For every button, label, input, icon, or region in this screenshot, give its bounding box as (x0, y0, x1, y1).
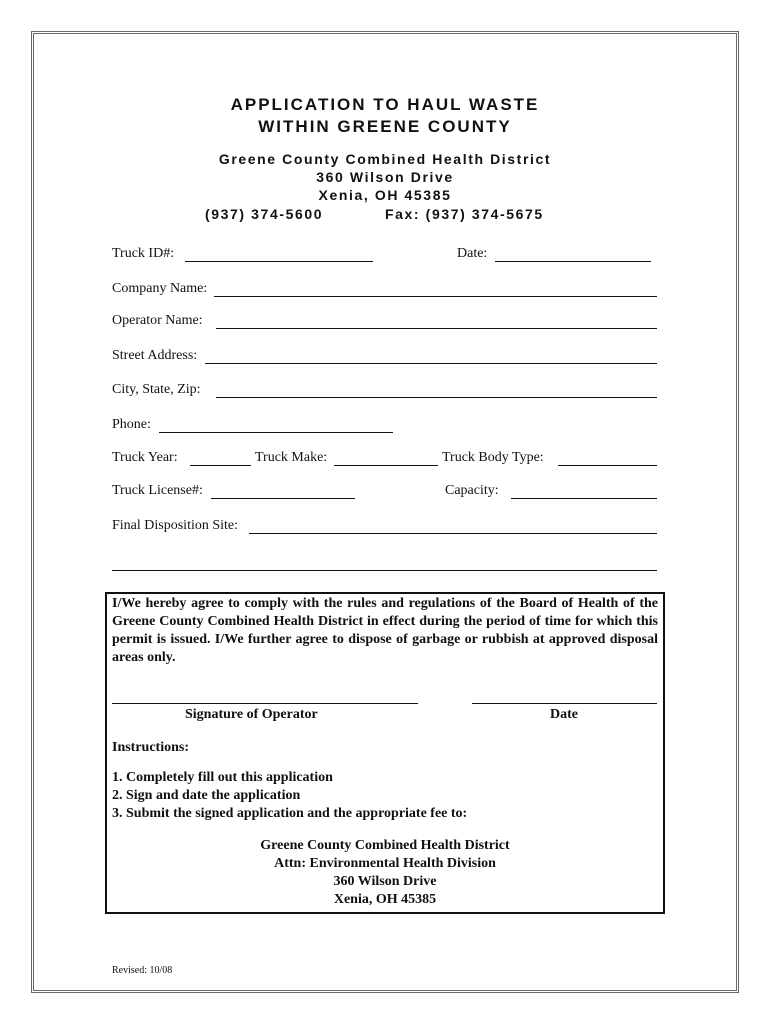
mail-to-street: 360 Wilson Drive (333, 874, 437, 889)
form-title-line-2: WITHIN GREENE COUNTY (258, 117, 512, 136)
agreement-text: I/We hereby agree to comply with the rules and regulations of the Board of Health of the Greene County Combined Health District in effect during the period of time for which this permit is issued. I/We further agree to dispose of garbage or rubbish at approved disposal areas only. (112, 596, 658, 665)
organization-city: Xenia, OH 45385 (318, 187, 452, 203)
phone-field[interactable] (159, 432, 393, 433)
organization-phone: (937) 374-5600 (205, 206, 324, 222)
organization-fax: Fax: (937) 374-5675 (385, 206, 544, 222)
capacity-field[interactable] (511, 498, 657, 499)
form-title-line-1: APPLICATION TO HAUL WASTE (230, 95, 540, 114)
truck-make-field[interactable] (334, 465, 438, 466)
truck-id-label: Truck ID#: (112, 246, 175, 261)
operator-signature-field[interactable] (112, 703, 418, 704)
instruction-item-3: 3. Submit the signed application and the appropriate fee to: (112, 806, 468, 821)
company-name-field[interactable] (214, 296, 657, 297)
truck-id-field[interactable] (185, 261, 373, 262)
street-address-field[interactable] (205, 363, 657, 364)
street-address-label: Street Address: (112, 348, 198, 363)
truck-year-field[interactable] (190, 465, 251, 466)
final-disposition-site-label: Final Disposition Site: (112, 518, 239, 533)
truck-body-type-label: Truck Body Type: (442, 450, 544, 465)
signature-date-field[interactable] (472, 703, 657, 704)
city-state-zip-label: City, State, Zip: (112, 382, 201, 397)
date-field[interactable] (495, 261, 651, 262)
truck-license-label: Truck License#: (112, 483, 203, 498)
instruction-item-1: 1. Completely fill out this application (112, 770, 333, 785)
city-state-zip-field[interactable] (216, 397, 657, 398)
signature-date-label: Date (550, 707, 578, 722)
operator-name-field[interactable] (216, 328, 657, 329)
mail-to-city: Xenia, OH 45385 (333, 892, 437, 907)
revision-note: Revised: 10/08 (112, 965, 173, 976)
truck-year-label: Truck Year: (112, 450, 178, 465)
organization-name: Greene County Combined Health District (218, 151, 552, 167)
instructions-heading: Instructions: (112, 740, 190, 755)
instruction-item-2: 2. Sign and date the application (112, 788, 301, 803)
mail-to-attention: Attn: Environmental Health Division (274, 856, 496, 871)
truck-make-label: Truck Make: (255, 450, 328, 465)
truck-body-type-field[interactable] (558, 465, 657, 466)
capacity-label: Capacity: (445, 483, 499, 498)
organization-street: 360 Wilson Drive (316, 169, 454, 185)
company-name-label: Company Name: (112, 281, 208, 296)
final-disposition-site-field[interactable] (249, 533, 657, 534)
date-label: Date: (457, 246, 488, 261)
signature-of-operator-label: Signature of Operator (185, 707, 318, 722)
final-disposition-site-field-continued[interactable] (112, 570, 657, 571)
truck-license-field[interactable] (211, 498, 355, 499)
mail-to-organization: Greene County Combined Health District (260, 838, 510, 853)
operator-name-label: Operator Name: (112, 313, 203, 328)
phone-label: Phone: (112, 417, 151, 432)
